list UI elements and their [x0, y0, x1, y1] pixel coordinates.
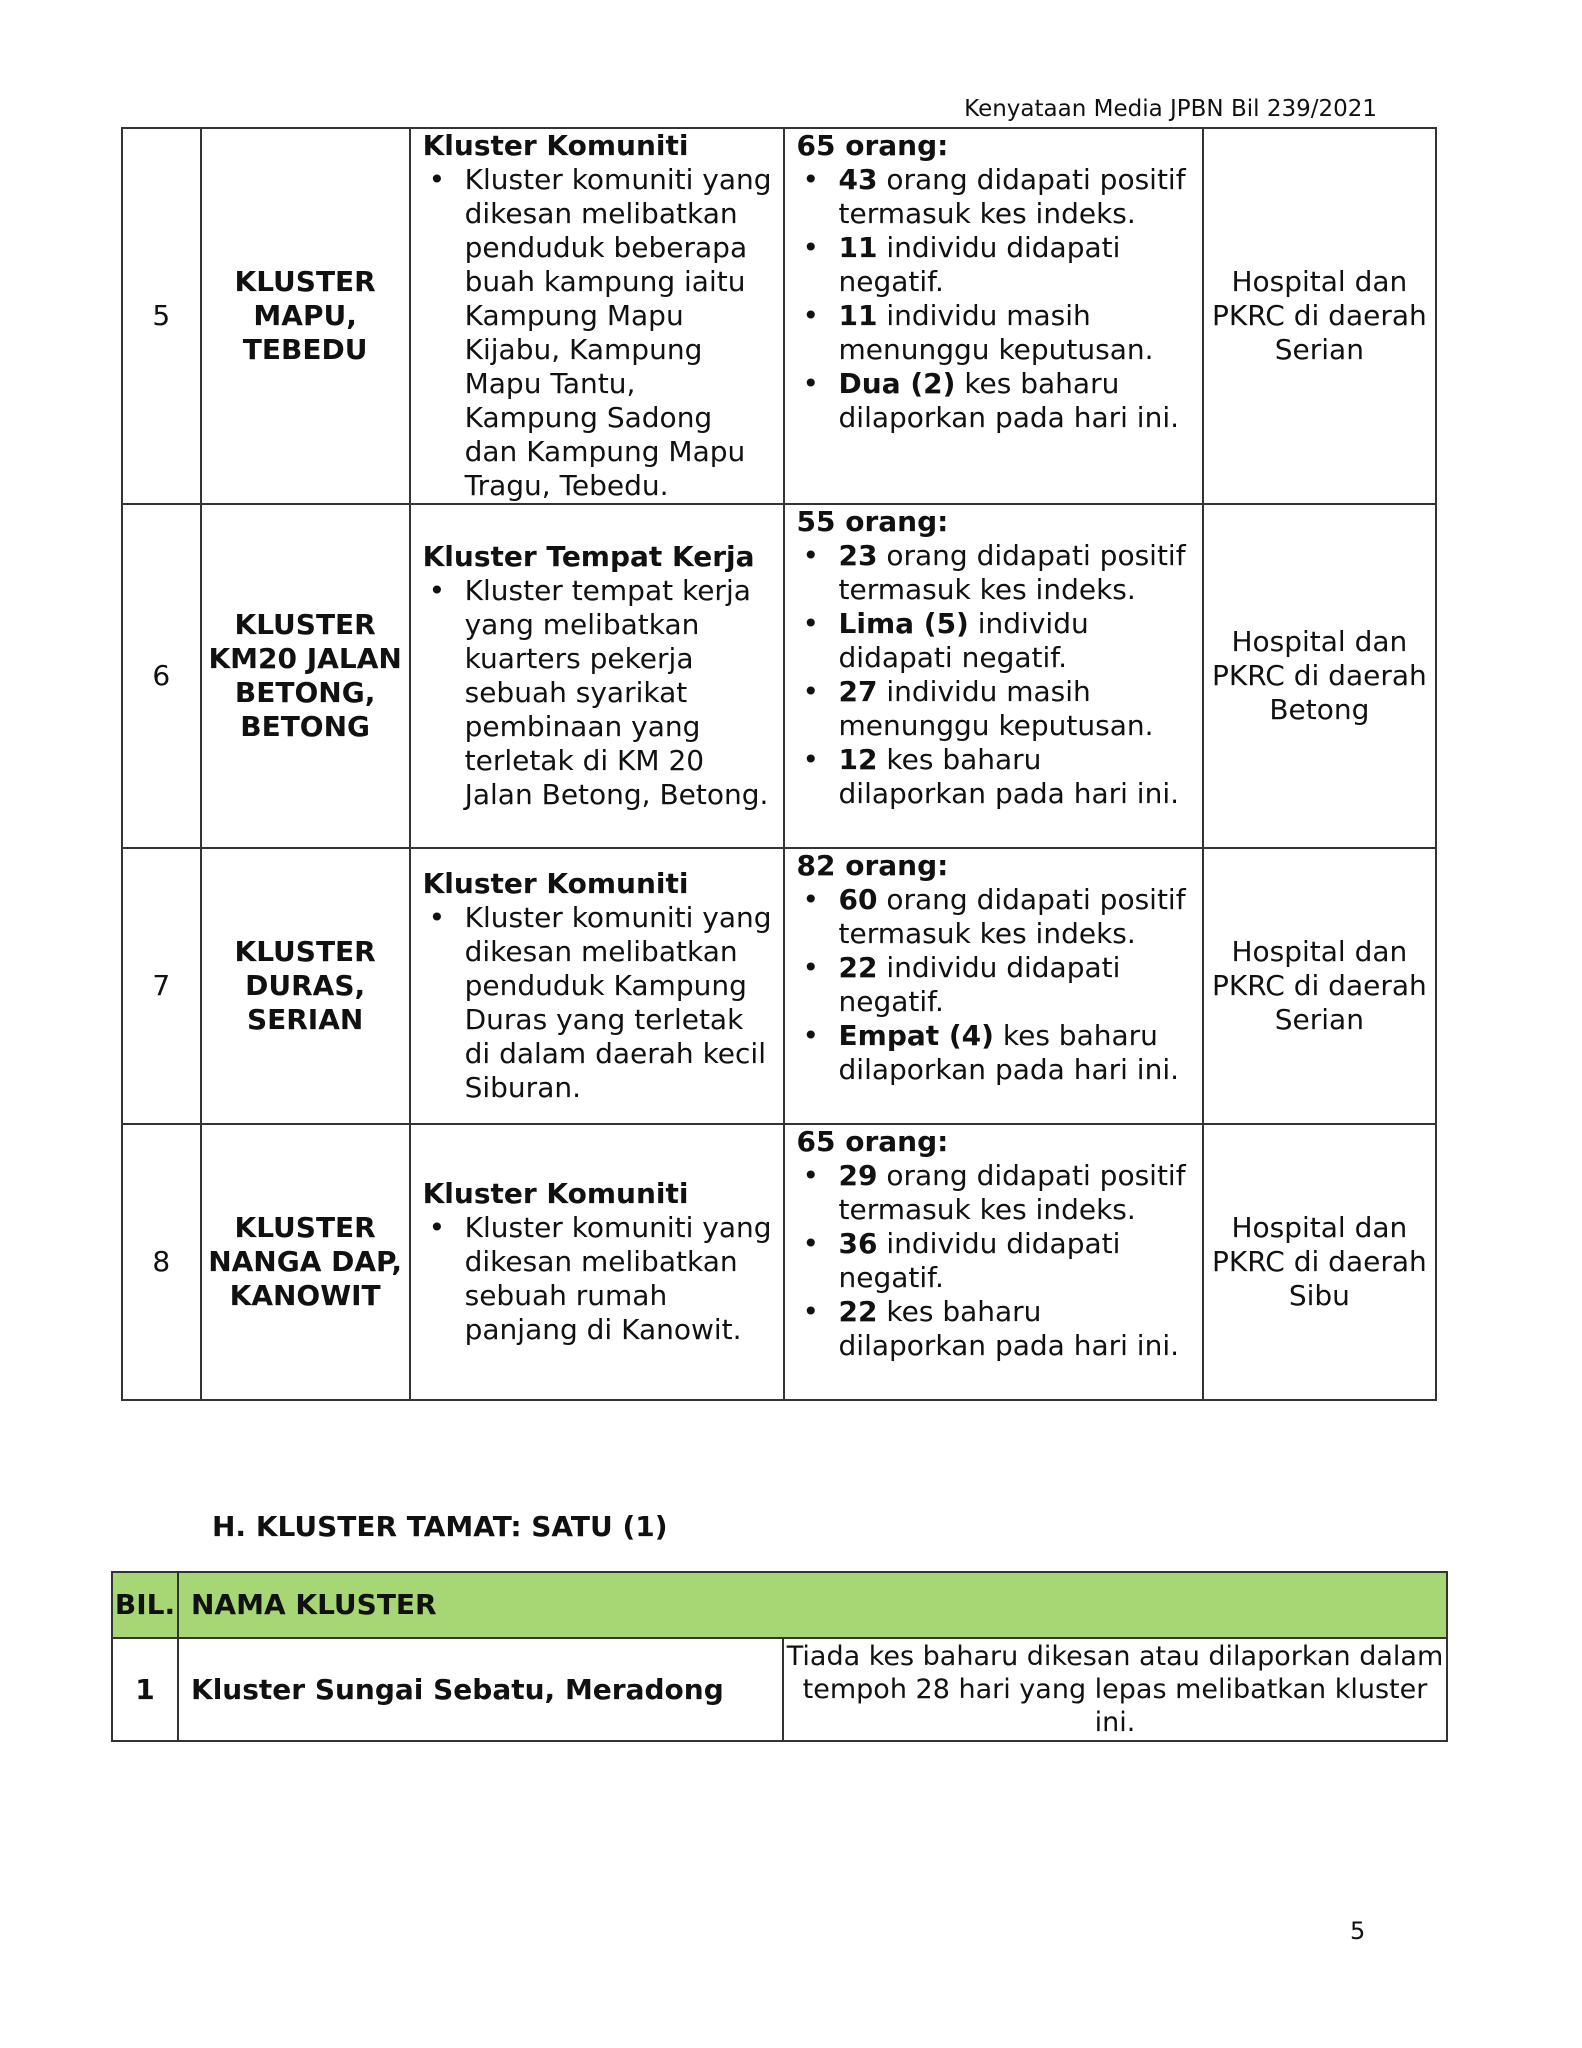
- description-list: [423, 163, 773, 503]
- ended-cluster-table: [111, 1571, 1448, 1742]
- cluster-name-line: KLUSTER: [234, 935, 376, 968]
- stat-value: 23: [838, 539, 878, 572]
- stat-item: [797, 1159, 1194, 1227]
- stat-item: [797, 1019, 1194, 1087]
- cluster-name-line: KM20 JALAN: [208, 642, 402, 675]
- stat-text: kes baharu dilaporkan pada hari ini.: [838, 1019, 1180, 1086]
- stat-item: [797, 231, 1194, 299]
- page-number: 5: [1350, 1917, 1366, 1945]
- cluster-description-cell: [410, 848, 784, 1124]
- stat-item: [797, 951, 1194, 1019]
- case-total: 82 orang:: [796, 849, 949, 882]
- cluster-type: Kluster Tempat Kerja: [422, 540, 755, 573]
- hospital-cell: [1203, 1124, 1436, 1400]
- cluster-type: Kluster Komuniti: [422, 1177, 689, 1210]
- table-row: [122, 128, 1436, 504]
- cluster-name-line: KLUSTER: [234, 265, 376, 298]
- stat-text: kes baharu dilaporkan pada hari ini.: [838, 367, 1180, 434]
- case-total: 65 orang:: [796, 129, 949, 162]
- hospital-line: PKRC di daerah: [1211, 299, 1427, 332]
- stat-item: [797, 607, 1194, 675]
- cluster-name-line: BETONG: [240, 710, 371, 743]
- cluster-name-line: MAPU,: [253, 299, 357, 332]
- stat-item: [797, 1295, 1194, 1363]
- cluster-table: [121, 127, 1437, 1401]
- row-bil: 8: [122, 1124, 201, 1400]
- cluster-type: Kluster Komuniti: [422, 129, 689, 162]
- cluster-type: Kluster Komuniti: [422, 867, 689, 900]
- hospital-line: Betong: [1269, 693, 1370, 726]
- stat-value: Dua (2): [838, 367, 956, 400]
- hospital-line: Serian: [1274, 333, 1364, 366]
- case-total: 55 orang:: [796, 505, 949, 538]
- table-row: [122, 848, 1436, 1124]
- description-item: • Kluster komuniti yang dikesan melibatkan penduduk beberapa buah kampung iaitu Kampung Mapu Kijabu, Kampung Mapu Tantu, Kampung Sadong dan Kampung Mapu Tragu, Tebedu.: [423, 163, 773, 503]
- cluster-name-line: KANOWIT: [229, 1279, 381, 1312]
- stat-value: 27: [838, 675, 878, 708]
- stat-value: 22: [838, 951, 878, 984]
- cluster-stats-cell: [784, 848, 1203, 1124]
- hospital-cell: [1203, 504, 1436, 848]
- hospital-cell: [1203, 848, 1436, 1124]
- stat-text: individu masih menunggu keputusan.: [838, 675, 1154, 742]
- hospital-line: PKRC di daerah: [1211, 1245, 1427, 1278]
- cluster-name-line: KLUSTER: [234, 608, 376, 641]
- stat-item: [797, 883, 1194, 951]
- stat-text: individu masih menunggu keputusan.: [838, 299, 1154, 366]
- cluster-name: Kluster Sungai Sebatu, Meradong: [178, 1638, 783, 1741]
- cluster-description-cell: [410, 504, 784, 848]
- description-list: [423, 574, 773, 812]
- cluster-name-line: DURAS,: [245, 969, 366, 1002]
- stat-item: [797, 367, 1194, 435]
- stat-text: orang didapati positif termasuk kes indeks.: [838, 163, 1186, 230]
- stats-list: [797, 163, 1194, 435]
- stat-value: 36: [838, 1227, 878, 1260]
- stat-value: 11: [838, 231, 878, 264]
- hospital-line: PKRC di daerah: [1211, 969, 1427, 1002]
- cluster-note: [783, 1638, 1447, 1741]
- table-row: [122, 504, 1436, 848]
- stat-text: individu didapati negatif.: [838, 1227, 1121, 1294]
- hospital-line: Hospital dan: [1231, 1211, 1408, 1244]
- stat-text: orang didapati positif termasuk kes indeks.: [838, 883, 1186, 950]
- table-row: [112, 1638, 1447, 1741]
- stats-list: [797, 539, 1194, 811]
- stats-list: [797, 883, 1194, 1087]
- stat-value: 22: [838, 1295, 878, 1328]
- row-bil: 6: [122, 504, 201, 848]
- table-header-row: [112, 1572, 1447, 1638]
- stat-value: 12: [838, 743, 878, 776]
- note-line: Tiada kes baharu dikesan atau dilaporkan dalam: [786, 1641, 1444, 1672]
- hospital-line: Hospital dan: [1231, 625, 1408, 658]
- cluster-stats-cell: [784, 504, 1203, 848]
- hospital-line: Sibu: [1288, 1279, 1350, 1312]
- stat-value: 11: [838, 299, 878, 332]
- stat-text: individu didapati negatif.: [838, 951, 1121, 1018]
- stats-list: [797, 1159, 1194, 1363]
- section-heading-ended-clusters: H. KLUSTER TAMAT: SATU (1): [212, 1510, 668, 1543]
- cluster-name: [201, 128, 410, 504]
- hospital-line: Hospital dan: [1231, 935, 1408, 968]
- cluster-name-line: BETONG,: [234, 676, 376, 709]
- row-bil: 7: [122, 848, 201, 1124]
- note-line: tempoh 28 hari yang lepas melibatkan kluster ini.: [802, 1674, 1428, 1738]
- table-row: [122, 1124, 1436, 1400]
- cluster-description-cell: [410, 128, 784, 504]
- row-bil: 5: [122, 128, 201, 504]
- stat-item: [797, 1227, 1194, 1295]
- description-list: [423, 1211, 773, 1347]
- stat-value: Empat (4): [838, 1019, 994, 1052]
- stat-item: [797, 299, 1194, 367]
- hospital-line: PKRC di daerah: [1211, 659, 1427, 692]
- case-total: 65 orang:: [796, 1125, 949, 1158]
- cluster-name: [201, 848, 410, 1124]
- cluster-name-line: TEBEDU: [242, 333, 368, 366]
- stat-value: 29: [838, 1159, 878, 1192]
- description-item: • Kluster tempat kerja yang melibatkan kuarters pekerja sebuah syarikat pembinaan yang terletak di KM 20 Jalan Betong, Betong.: [423, 574, 773, 812]
- hospital-line: Hospital dan: [1231, 265, 1408, 298]
- cluster-description-cell: [410, 1124, 784, 1400]
- cluster-name-line: KLUSTER: [234, 1211, 376, 1244]
- stat-text: orang didapati positif termasuk kes indeks.: [838, 539, 1186, 606]
- cluster-stats-cell: [784, 128, 1203, 504]
- column-header-name: NAMA KLUSTER: [178, 1572, 1447, 1638]
- stat-text: orang didapati positif termasuk kes indeks.: [838, 1159, 1186, 1226]
- stat-text: individu didapati negatif.: [838, 231, 1121, 298]
- description-item: • Kluster komuniti yang dikesan melibatkan penduduk Kampung Duras yang terletak di dalam daerah kecil Siburan.: [423, 901, 773, 1105]
- stat-item: [797, 743, 1194, 811]
- stat-item: [797, 675, 1194, 743]
- stat-text: kes baharu dilaporkan pada hari ini.: [838, 743, 1180, 810]
- stat-text: individu didapati negatif.: [838, 607, 1089, 674]
- description-item: • Kluster komuniti yang dikesan melibatkan sebuah rumah panjang di Kanowit.: [423, 1211, 773, 1347]
- cluster-stats-cell: [784, 1124, 1203, 1400]
- cluster-name-line: NANGA DAP,: [208, 1245, 403, 1278]
- hospital-line: Serian: [1274, 1003, 1364, 1036]
- document-reference: Kenyataan Media JPBN Bil 239/2021: [964, 96, 1377, 122]
- stat-text: kes baharu dilaporkan pada hari ini.: [838, 1295, 1180, 1362]
- hospital-cell: [1203, 128, 1436, 504]
- description-list: [423, 901, 773, 1105]
- cluster-name: [201, 1124, 410, 1400]
- cluster-name-line: SERIAN: [246, 1003, 364, 1036]
- stat-value: 43: [838, 163, 878, 196]
- column-header-bil: BIL.: [112, 1572, 178, 1638]
- stat-item: [797, 163, 1194, 231]
- stat-item: [797, 539, 1194, 607]
- stat-value: Lima (5): [838, 607, 969, 640]
- cluster-name: [201, 504, 410, 848]
- row-bil: 1: [112, 1638, 178, 1741]
- stat-value: 60: [838, 883, 878, 916]
